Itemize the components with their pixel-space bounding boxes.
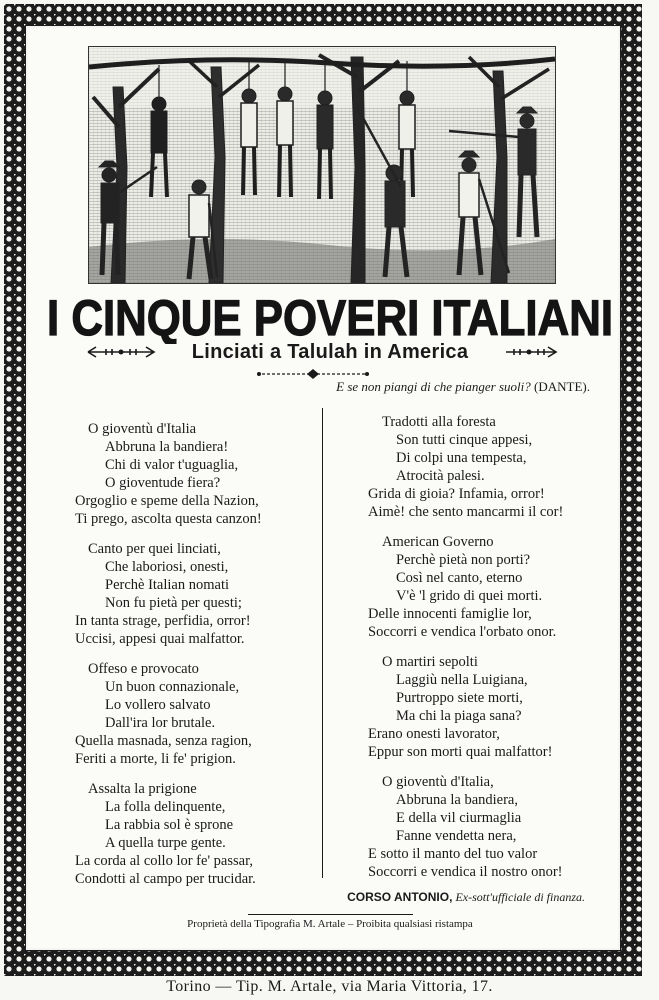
verse-line: Uccisi, appesi quai malfattor. [75,631,245,647]
page-title: I CINQUE POVERI ITALIANI [47,290,613,344]
printer-imprint: Torino — Tip. M. Artale, via Maria Vittoria, 17. [166,978,493,995]
stanza [368,413,610,521]
verse-line: Assalta la prigione [88,781,197,797]
epigraph [336,379,590,395]
verse-line: Abbruna la bandiera! [105,439,229,455]
verse-line: O gioventù d'Italia, [382,774,494,790]
verse-line: Delle innocenti famiglie lor, [368,606,532,622]
verse-line: Ti prego, ascolta questa canzon! [75,511,262,527]
author-role: Ex-sott'ufficiale di finanza. [455,890,585,904]
verse-line: Erano onesti lavorator, [368,726,500,742]
verse-line: Non fu pietà per questi; [105,595,242,611]
ornament-arrow-icon [504,345,558,359]
engraving-illustration [88,46,556,284]
ground [89,239,555,283]
verse-line: Fanne vendetta nera, [396,828,517,844]
verse-line: Di colpi una tempesta, [396,450,527,466]
verse-line: Feriti a morte, li fe' prigion. [75,751,236,767]
stanza [75,420,315,528]
title-banner [30,286,630,344]
verse-line: Canto per quei linciati, [88,541,221,557]
verse-line: La rabbia sol è sprone [105,817,234,833]
verse-line: La folla delinquente, [105,799,226,815]
verse-line: Lo vollero salvato [105,697,211,713]
stanza [75,540,315,648]
verse-line: Chi di valor t'uguaglia, [105,457,239,473]
author-name: CORSO ANTONIO, [347,890,453,904]
subtitle-row [30,339,630,365]
verse-line: Laggiù nella Luigiana, [396,672,528,688]
verse-line: Perchè Italian nomati [105,577,230,593]
poem-right-column [368,413,610,893]
verse-line: Abbruna la bandiera, [396,792,518,808]
verse-line: E sotto il manto del tuo valor [368,846,538,862]
verse-line: O gioventù d'Italia [88,421,197,437]
verse-line: O martiri sepolti [382,654,478,670]
verse-line: Son tutti cinque appesi, [396,432,533,448]
verse-line: Dall'ira lor brutale. [105,715,216,731]
stanza [368,773,610,881]
verse-line: Tradotti alla foresta [382,414,496,430]
verse-line: Eppur son morti quai malfattor! [368,744,553,760]
lynching-scene-image [89,47,555,283]
stanza [368,653,610,761]
verse-line: Atrocità palesi. [396,468,485,484]
verse-line: Orgoglio e speme della Nazion, [75,493,259,509]
verse-line: Offeso e provocato [88,661,199,677]
verse-line: Soccorri e vendica l'orbato onor. [368,624,557,640]
verse-line: Un buon connazionale, [105,679,240,695]
stanza [368,533,610,641]
stanza [75,660,315,768]
epigraph-quote: E se non piangi di che pianger suoli? [336,379,531,394]
verse-line: American Governo [382,534,494,550]
verse-line: Così nel canto, eterno [396,570,523,586]
copyright-notice: Proprietà della Tipografia M. Artale – Proibita qualsiasi ristampa [187,918,473,930]
verse-line: E della vil ciurmaglia [396,810,522,826]
verse-line: O gioventude fiera? [105,475,221,491]
verse-line: Condotti al campo per trucidar. [75,871,256,887]
verse-line: La corda al collo lor fe' passar, [75,853,253,869]
author-signature [347,890,585,905]
poem-left-column [75,420,315,900]
verse-line: A quella turpe gente. [105,835,226,851]
verse-line: In tanta strage, perfidia, orror! [75,613,251,629]
verse-line: V'è 'l grido di quei morti. [396,588,543,604]
verse-line: Grida di gioia? Infamia, orror! [368,486,545,502]
epigraph-source: (DANTE). [534,379,590,394]
verse-line: Purtroppo siete morti, [396,690,523,706]
column-divider [322,408,323,878]
verse-line: Ma chi la piaga sana? [396,708,522,724]
verse-line: Quella masnada, senza ragion, [75,733,252,749]
verse-line: Aimè! che sento mancarmi il cor! [368,504,564,520]
subtitle: Linciati a Talulah in America [191,341,469,363]
verse-line: Che laboriosi, onesti, [105,559,229,575]
footer-rule [248,914,413,915]
verse-line: Perchè pietà non porti? [396,552,531,568]
stanza [75,780,315,888]
verse-line: Soccorri e vendica il nostro onor! [368,864,563,880]
